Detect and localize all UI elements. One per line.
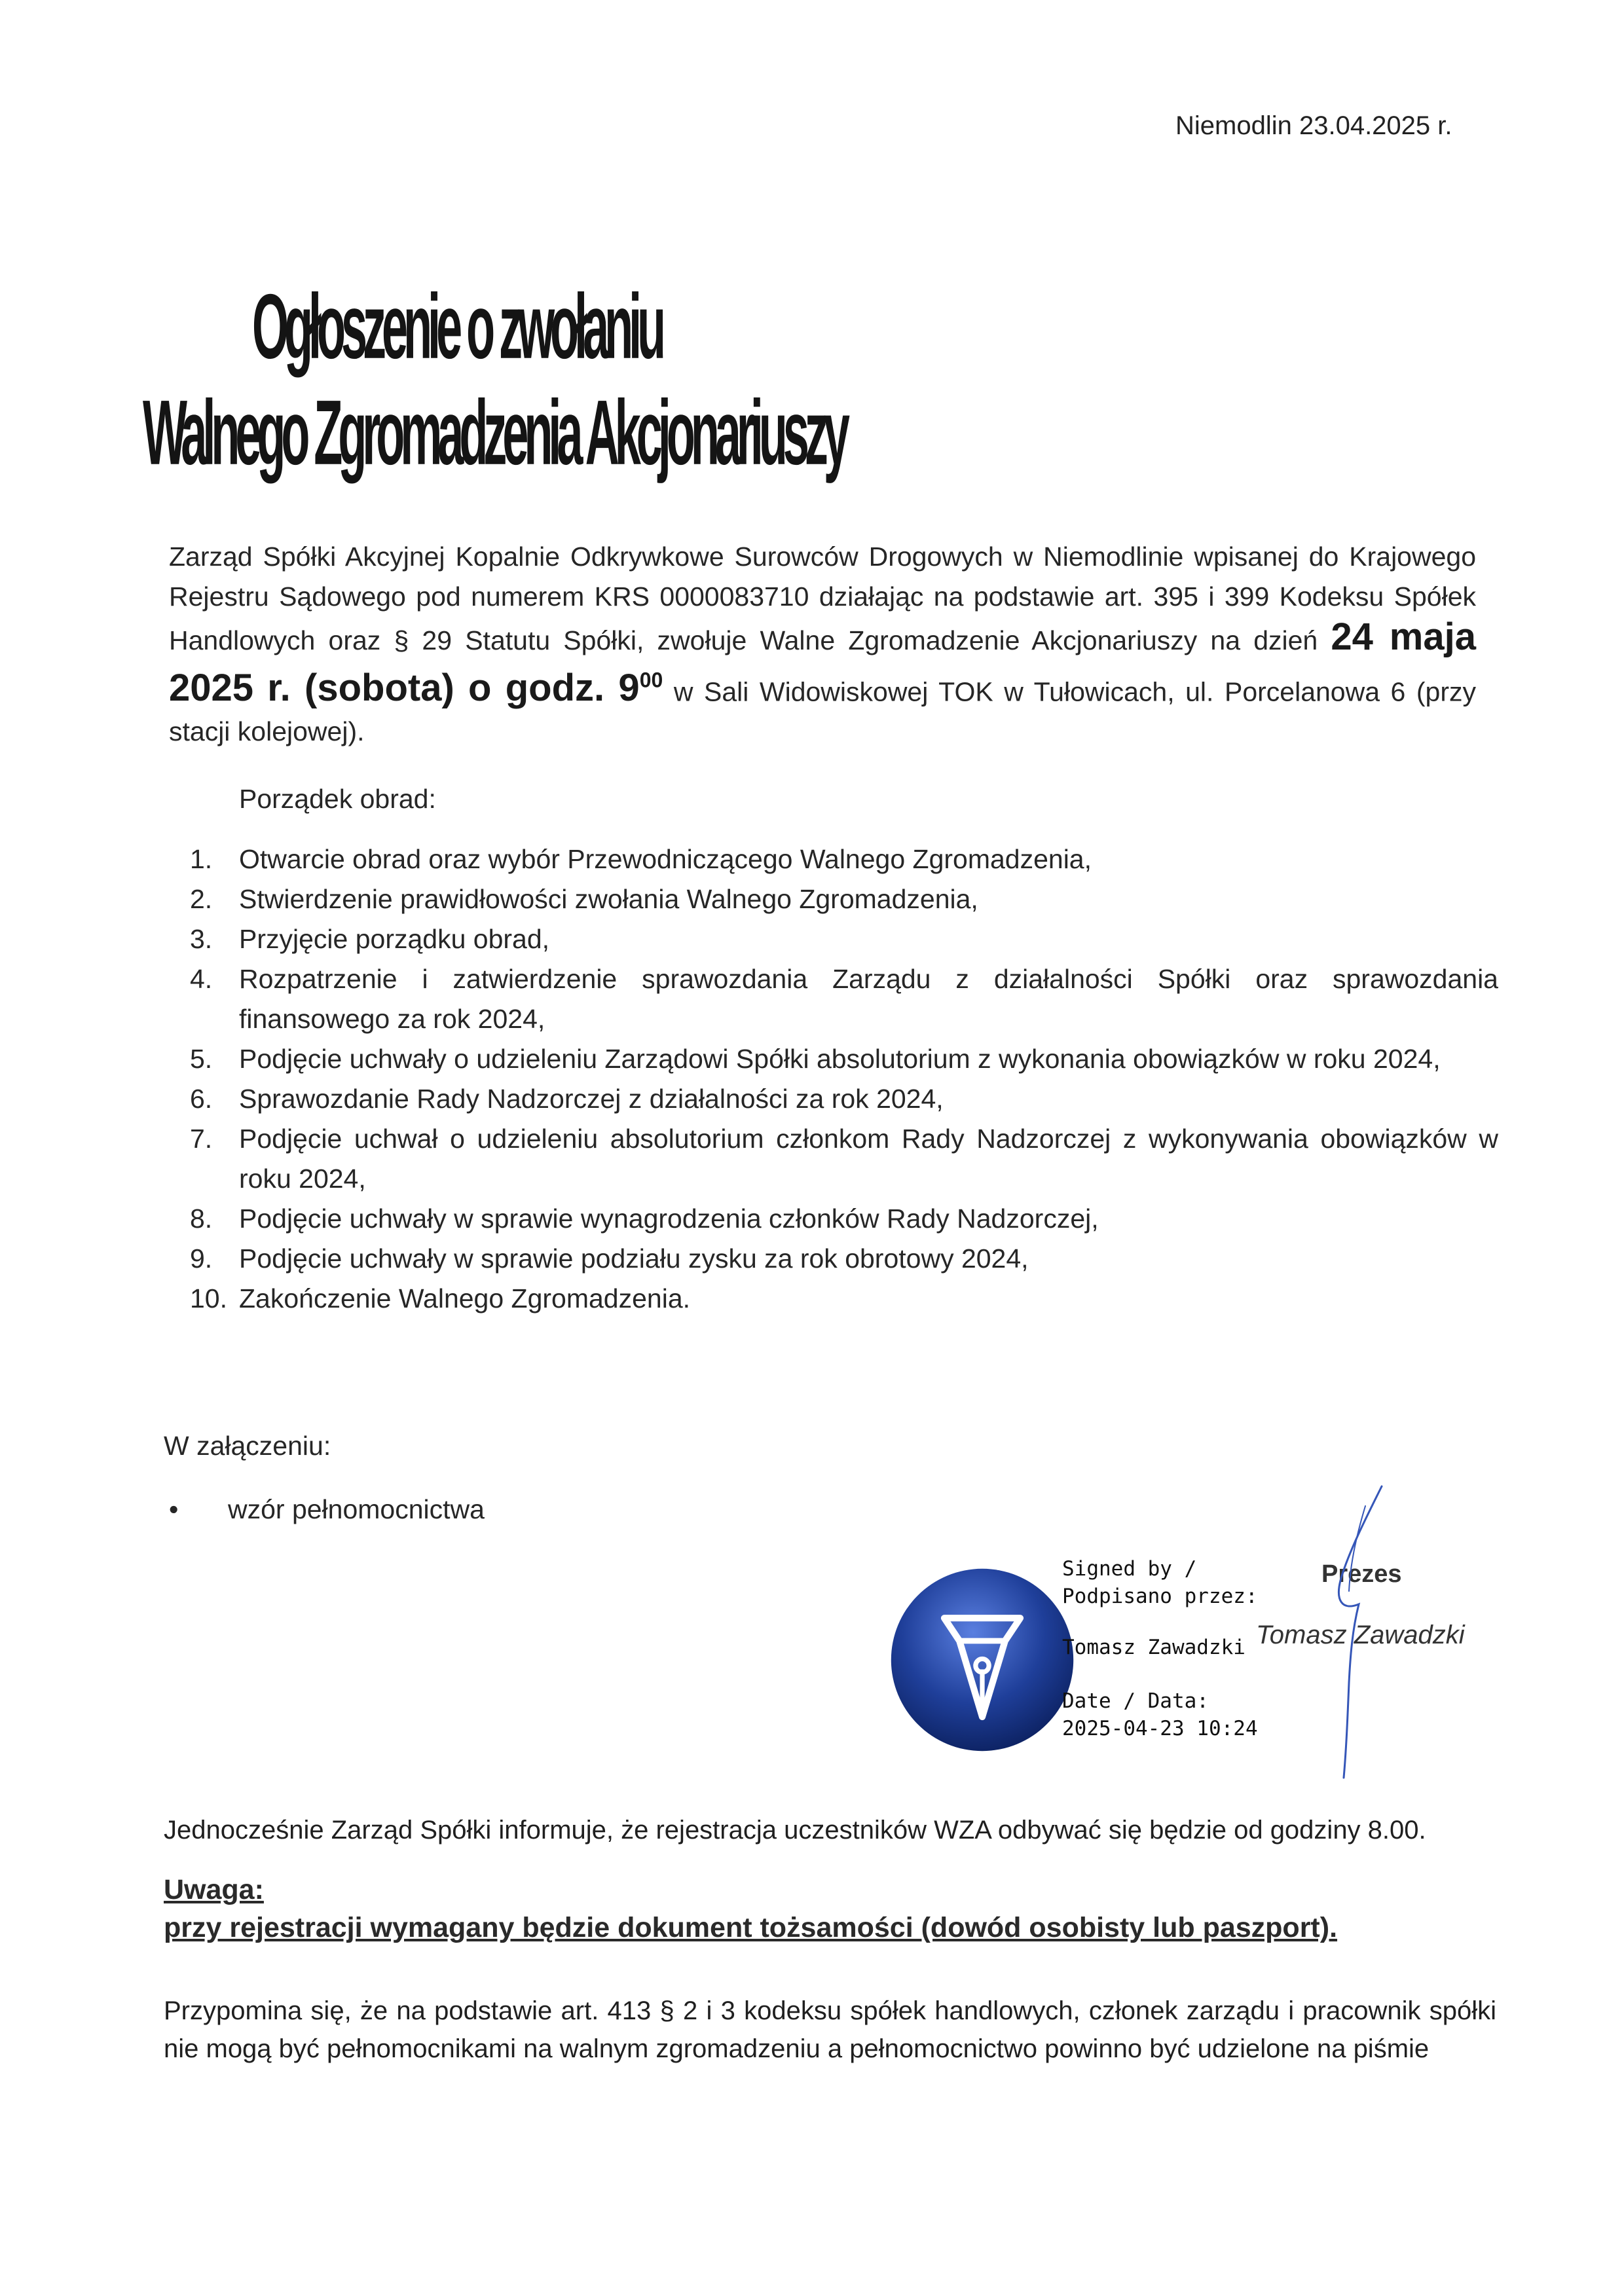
signer-role: Prezes bbox=[1321, 1560, 1402, 1588]
signed-by-label-en: Signed by / bbox=[1062, 1557, 1197, 1581]
attachment-item: wzór pełnomocnictwa bbox=[228, 1494, 485, 1524]
signature-date-value: 2025-04-23 10:24 bbox=[1062, 1717, 1258, 1740]
agenda-item bbox=[169, 839, 1498, 879]
agenda-item bbox=[169, 1039, 1498, 1079]
intro-text-end: w Sali Widowiskowej TOK w Tułowicach, ul. Porcelanowa 6 (przy stacji kolejowej). bbox=[169, 676, 1477, 747]
intro-text-start: Zarząd Spółki Akcyjnej Kopalnie Odkrywkowe Surowców Drogowych w Niemodlinie wpisanej do Krajowego Rejestru Sądowego pod numerem KRS 0000083710 działając na podstawie art. 395 i 399 Kodeksu Spółek Handlowych oraz § 29 Statutu Spółki, zwołuje Walne Zgromadzenie Akcjonariuszy na dzień bbox=[169, 542, 1476, 655]
intro-paragraph bbox=[169, 537, 1476, 752]
agenda-heading: Porządek obrad: bbox=[239, 784, 436, 814]
agenda-item-number: 4. bbox=[190, 964, 213, 994]
agenda-item-text: Podjęcie uchwały w sprawie podziału zysku za rok obrotowy 2024, bbox=[239, 1243, 1029, 1274]
signer-role-name: Tomasz Zawadzki bbox=[1256, 1621, 1465, 1649]
agenda-item bbox=[169, 1119, 1498, 1199]
agenda-item-text: Podjęcie uchwały w sprawie wynagrodzenia członków Rady Nadzorczej, bbox=[239, 1203, 1099, 1234]
signed-by-label-pl: Podpisano przez: bbox=[1062, 1585, 1258, 1608]
agenda-item bbox=[169, 879, 1498, 919]
agenda-item-text: Stwierdzenie prawidłowości zwołania Walnego Zgromadzenia, bbox=[239, 884, 978, 914]
agenda-item-number: 10. bbox=[190, 1283, 227, 1313]
agenda-item-number: 7. bbox=[190, 1124, 213, 1154]
meeting-time-superscript: 00 bbox=[639, 669, 663, 692]
agenda-item-number: 3. bbox=[190, 924, 213, 954]
agenda-item bbox=[169, 959, 1498, 1039]
bullet-icon: • bbox=[169, 1494, 179, 1524]
agenda-item-number: 9. bbox=[190, 1243, 213, 1274]
registration-info: Jednocześnie Zarząd Spółki informuje, że rejestracja uczestników WZA odbywać się będzie od godziny 8.00. bbox=[164, 1816, 1426, 1845]
agenda-item bbox=[169, 1239, 1498, 1279]
title-line-1: Ogłoszenie o zwołaniu bbox=[252, 276, 662, 378]
agenda-item-text: Otwarcie obrad oraz wybór Przewodniczącego Walnego Zgromadzenia, bbox=[239, 844, 1092, 874]
handwritten-signature-icon bbox=[1303, 1480, 1408, 1788]
notice-text: przy rejestracji wymagany będzie dokument tożsamości (dowód osobisty lub paszport). bbox=[164, 1912, 1338, 1943]
agenda-item bbox=[169, 1199, 1498, 1239]
agenda-item-text: Zakończenie Walnego Zgromadzenia. bbox=[239, 1283, 691, 1313]
signature-date bbox=[1062, 1687, 1258, 1742]
signature-date-label: Date / Data: bbox=[1062, 1689, 1209, 1713]
agenda-item bbox=[169, 1079, 1498, 1119]
agenda-item-number: 6. bbox=[190, 1084, 213, 1114]
notice-label: Uwaga: bbox=[164, 1874, 264, 1905]
agenda-item-text: Podjęcie uchwały o udzieleniu Zarządowi Spółki absolutorium z wykonania obowiązków w roku 2024, bbox=[239, 1044, 1441, 1074]
agenda-item-number: 2. bbox=[190, 884, 213, 914]
agenda-item bbox=[169, 919, 1498, 959]
signer-name: Tomasz Zawadzki bbox=[1062, 1636, 1246, 1659]
agenda-item-text: Podjęcie uchwał o udzieleniu absolutorium członkom Rady Nadzorczej z wykonywania obowiązków w roku 2024, bbox=[239, 1124, 1498, 1194]
attachments-list bbox=[169, 1490, 485, 1530]
agenda-item-text: Rozpatrzenie i zatwierdzenie sprawozdania Zarządu z działalności Spółki oraz sprawozdania finansowego za rok 2024, bbox=[239, 964, 1498, 1034]
attachments-heading: W załączeniu: bbox=[164, 1431, 331, 1461]
agenda-item-number: 5. bbox=[190, 1044, 213, 1074]
agenda-item-text: Sprawozdanie Rady Nadzorczej z działalności za rok 2024, bbox=[239, 1084, 944, 1114]
signed-by-label bbox=[1062, 1555, 1258, 1610]
reminder-paragraph: Przypomina się, że na podstawie art. 413 § 2 i 3 kodeksu spółek handlowych, członek zarządu i pracownik spółki nie mogą być pełnomocnikami na walnym zgromadzeniu a pełnomocnictwo powinno być udzielone na piśmie bbox=[164, 1996, 1496, 2063]
agenda-item-text: Przyjęcie porządku obrad, bbox=[239, 924, 550, 954]
meeting-date-text: 24 maja 2025 r. (sobota) o godz. 9 bbox=[169, 615, 1477, 710]
agenda-item bbox=[169, 1279, 1498, 1319]
document-date: Niemodlin 23.04.2025 r. bbox=[1175, 111, 1452, 140]
pen-nib-signature-icon bbox=[887, 1565, 1077, 1755]
title-line-2: Walnego Zgromadzenia Akcjonariuszy bbox=[143, 382, 845, 485]
agenda-item-number: 1. bbox=[190, 844, 213, 874]
agenda-item-number: 8. bbox=[190, 1203, 213, 1234]
agenda-list bbox=[169, 839, 1498, 1319]
